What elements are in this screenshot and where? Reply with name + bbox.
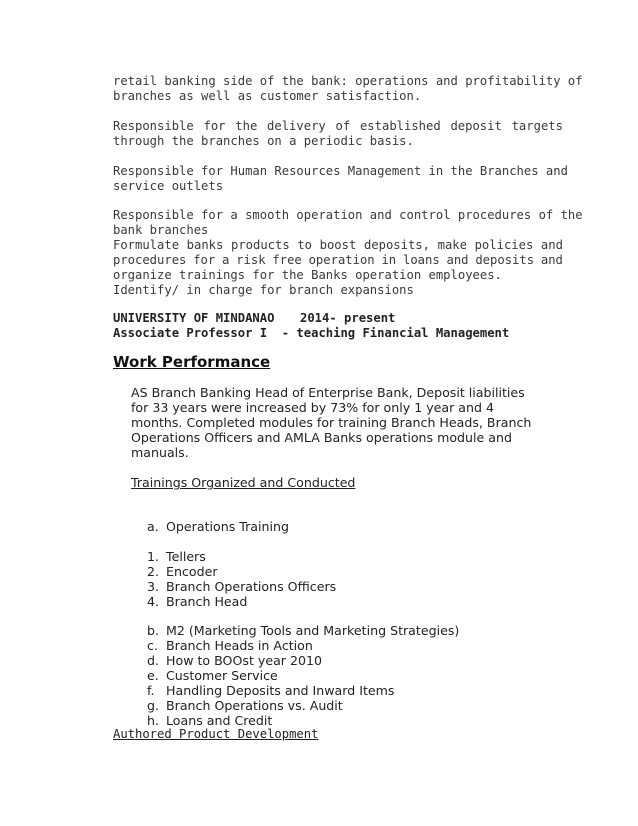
- list-marker: e.: [147, 668, 159, 683]
- resp-operation-line-4: [113, 253, 563, 268]
- word: banks: [186, 238, 224, 252]
- intro-line-1: retail banking side of the bank: operations and profitability of: [113, 74, 583, 88]
- word: Formulate: [113, 238, 180, 252]
- word: of: [335, 119, 351, 133]
- list-label: Encoder: [166, 564, 218, 579]
- word: deposits: [475, 253, 535, 267]
- list-label: Handling Deposits and Inward Items: [166, 683, 395, 698]
- list-label: Loans and Credit: [166, 713, 273, 728]
- list-label: Branch Head: [166, 594, 248, 609]
- resp-operation-line-5: organize trainings for the Banks operation employees.: [113, 268, 502, 282]
- list-marker: h.: [147, 713, 160, 728]
- list-label: Branch Operations vs. Audit: [166, 698, 343, 713]
- word: and: [540, 253, 563, 267]
- resp-operation-line-1: Responsible for a smooth operation and control procedures of the: [113, 208, 583, 222]
- section-title-authored-product-development: Authored Product Development: [113, 727, 319, 741]
- wp-para-line-4: Operations Officers and AMLA Banks operations module and: [131, 430, 512, 445]
- list-label: M2 (Marketing Tools and Marketing Strategies): [166, 623, 460, 638]
- list-label: Branch Heads in Action: [166, 638, 313, 653]
- list-marker: 2.: [147, 564, 160, 579]
- word: procedures: [113, 253, 187, 267]
- word: policies: [474, 238, 534, 252]
- list-label: How to BOOst year 2010: [166, 653, 323, 668]
- resp-delivery-line-1: [113, 119, 563, 134]
- list-marker: b.: [147, 623, 160, 638]
- word: established: [359, 119, 441, 133]
- word: and: [540, 238, 563, 252]
- wp-para-line-1: AS Branch Banking Head of Enterprise Bank, Deposit liabilities: [131, 385, 525, 400]
- word: Responsible: [113, 119, 194, 133]
- word: risk: [236, 253, 266, 267]
- section-title-work-performance: Work Performance: [113, 353, 271, 371]
- word: operation: [308, 253, 375, 267]
- word: for: [203, 119, 226, 133]
- word: free: [272, 253, 302, 267]
- word: to: [297, 238, 312, 252]
- word: delivery: [267, 119, 326, 133]
- list-marker: f.: [147, 683, 155, 698]
- resp-operation-line-3: [113, 238, 563, 253]
- word: products: [230, 238, 290, 252]
- resp-operation-line-2: bank branches: [113, 223, 209, 237]
- employment-role: Associate Professor I - teaching Financial Management: [113, 326, 510, 340]
- word: targets: [511, 119, 563, 133]
- trainings-title: Trainings Organized and Conducted: [131, 475, 356, 490]
- list-marker: 1.: [147, 549, 160, 564]
- word: for: [193, 253, 216, 267]
- wp-para-line-2: for 33 years were increased by 73% for only 1 year and 4: [131, 400, 495, 415]
- list-label: Customer Service: [166, 668, 278, 683]
- list-marker: d.: [147, 653, 160, 668]
- word: loans: [402, 253, 440, 267]
- intro-line-2: branches as well as customer satisfaction.: [113, 89, 422, 103]
- resp-operation-line-6: Identify/ in charge for branch expansions: [113, 283, 414, 297]
- resp-hr-line-1: Responsible for Human Resources Management in the Branches and: [113, 164, 568, 178]
- employment-org: UNIVERSITY OF MINDANAO: [113, 311, 275, 325]
- list-marker: a.: [147, 519, 159, 534]
- list-label: Tellers: [166, 549, 206, 564]
- word: the: [235, 119, 258, 133]
- wp-para-line-5: manuals.: [131, 445, 189, 460]
- list-marker: 4.: [147, 594, 160, 609]
- word: deposit: [450, 119, 502, 133]
- word: a: [222, 253, 230, 267]
- list-marker: 3.: [147, 579, 160, 594]
- word: boost: [319, 238, 357, 252]
- list-marker: g.: [147, 698, 160, 713]
- resp-delivery-line-2: through the branches on a periodic basis.: [113, 134, 414, 148]
- resp-hr-line-2: service outlets: [113, 179, 224, 193]
- word: make: [437, 238, 467, 252]
- employment-period: 2014- present: [300, 311, 396, 325]
- list-label: Operations Training: [166, 519, 289, 534]
- word: and: [446, 253, 469, 267]
- list-label: Branch Operations Officers: [166, 579, 337, 594]
- list-marker: c.: [147, 638, 158, 653]
- word: deposits,: [363, 238, 430, 252]
- wp-para-line-3: months. Completed modules for training Branch Heads, Branch: [131, 415, 532, 430]
- word: in: [381, 253, 397, 267]
